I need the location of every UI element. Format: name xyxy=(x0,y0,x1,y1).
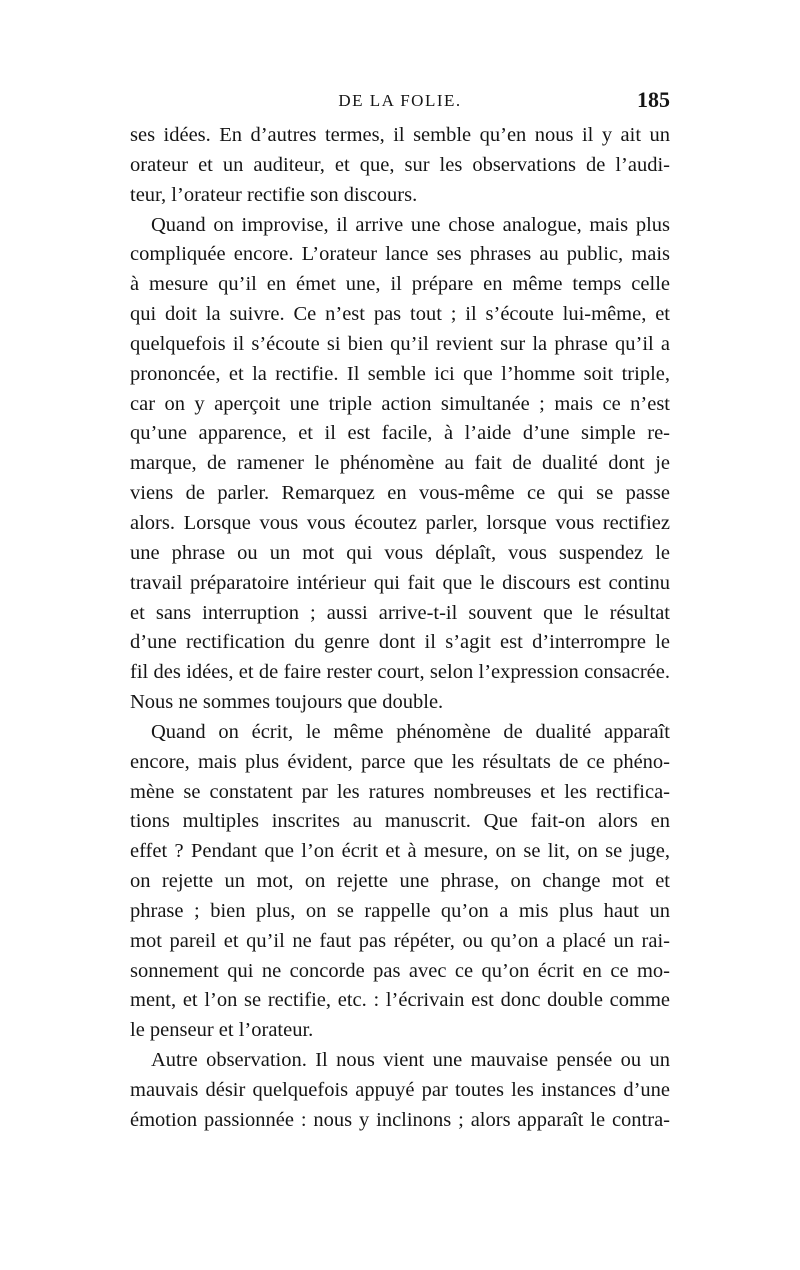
text-line: on rejette un mot, on rejette une phrase, on change mot et xyxy=(130,870,670,893)
text-line: viens de parler. Remarquez en vous-même ce qui se passe xyxy=(130,482,670,505)
text-line: encore, mais plus évident, parce que les résultats de ce phéno- xyxy=(130,750,670,773)
text-line: une phrase ou un mot qui vous déplaît, vous suspendez le xyxy=(130,541,670,564)
text-line: prononcée, et la rectifie. Il semble ici que l’homme soit triple, xyxy=(130,362,670,385)
text-line: teur, l’orateur rectifie son discours. xyxy=(130,183,418,206)
text-line: orateur et un auditeur, et que, sur les observations de l’audi- xyxy=(130,153,670,176)
text-line: à mesure qu’il en émet une, il prépare en même temps celle xyxy=(130,273,670,296)
text-line: mauvais désir quelquefois appuyé par toutes les instances d’une xyxy=(130,1079,670,1101)
text-line: travail préparatoire intérieur qui fait que le discours est continu xyxy=(130,571,670,594)
text-line: alors. Lorsque vous vous écoutez parler, lorsque vous rectifiez xyxy=(130,511,670,534)
text-line: Quand on improvise, il arrive une chose analogue, mais plus xyxy=(151,213,670,236)
text-line: car on y aperçoit une triple action simultanée ; mais ce n’est xyxy=(130,392,670,415)
text-line: ses idées. En d’autres termes, il semble qu’en nous il y ait un xyxy=(130,124,670,146)
text-line: d’une rectification du genre dont il s’agit est d’interrompre le xyxy=(130,631,670,654)
text-line: émotion passionnée : nous y inclinons ; alors apparaît le contra- xyxy=(130,1108,670,1131)
text-line: tions multiples inscrites au manuscrit. Que fait-on alors en xyxy=(130,810,670,833)
running-head xyxy=(130,87,670,115)
text-line: qu’une apparence, et il est facile, à l’aide d’une simple re- xyxy=(130,422,670,445)
text-line: Autre observation. Il nous vient une mauvaise pensée ou un xyxy=(151,1049,670,1072)
text-line: le penseur et l’orateur. xyxy=(130,1019,314,1042)
text-line: effet ? Pendant que l’on écrit et à mesure, on se lit, on se juge, xyxy=(130,840,670,863)
text-line: compliquée encore. L’orateur lance ses phrases au public, mais xyxy=(130,243,670,266)
text-line: fil des idées, et de faire rester court, selon l’expression consacrée. xyxy=(130,661,670,684)
text-line: Nous ne sommes toujours que double. xyxy=(130,691,444,714)
text-line: mot pareil et qu’il ne faut pas répéter, ou qu’on a placé un rai- xyxy=(130,929,670,952)
running-title: DE LA FOLIE. xyxy=(338,91,462,110)
text-line: sonnement qui ne concorde pas avec ce qu’on écrit en ce mo- xyxy=(130,959,670,982)
text-line: et sans interruption ; aussi arrive-t-il souvent que le résultat xyxy=(130,601,670,624)
text-line: mène se constatent par les ratures nombreuses et les rectifica- xyxy=(130,780,670,803)
text-line: marque, de ramener le phénomène au fait de dualité dont je xyxy=(130,452,670,475)
text-line: phrase ; bien plus, on se rappelle qu’on a mis plus haut un xyxy=(130,899,670,922)
text-line: Quand on écrit, le même phénomène de dualité apparaît xyxy=(151,720,670,743)
page-number: 185 xyxy=(637,87,670,112)
body-text xyxy=(130,121,670,1136)
text-line: qui doit la suivre. Ce n’est pas tout ; il s’écoute lui-même, et xyxy=(130,303,670,326)
text-line: ment, et l’on se rectifie, etc. : l’écrivain est donc double comme xyxy=(130,989,670,1012)
text-line: quelquefois il s’écoute si bien qu’il revient sur la phrase qu’il a xyxy=(130,332,670,355)
